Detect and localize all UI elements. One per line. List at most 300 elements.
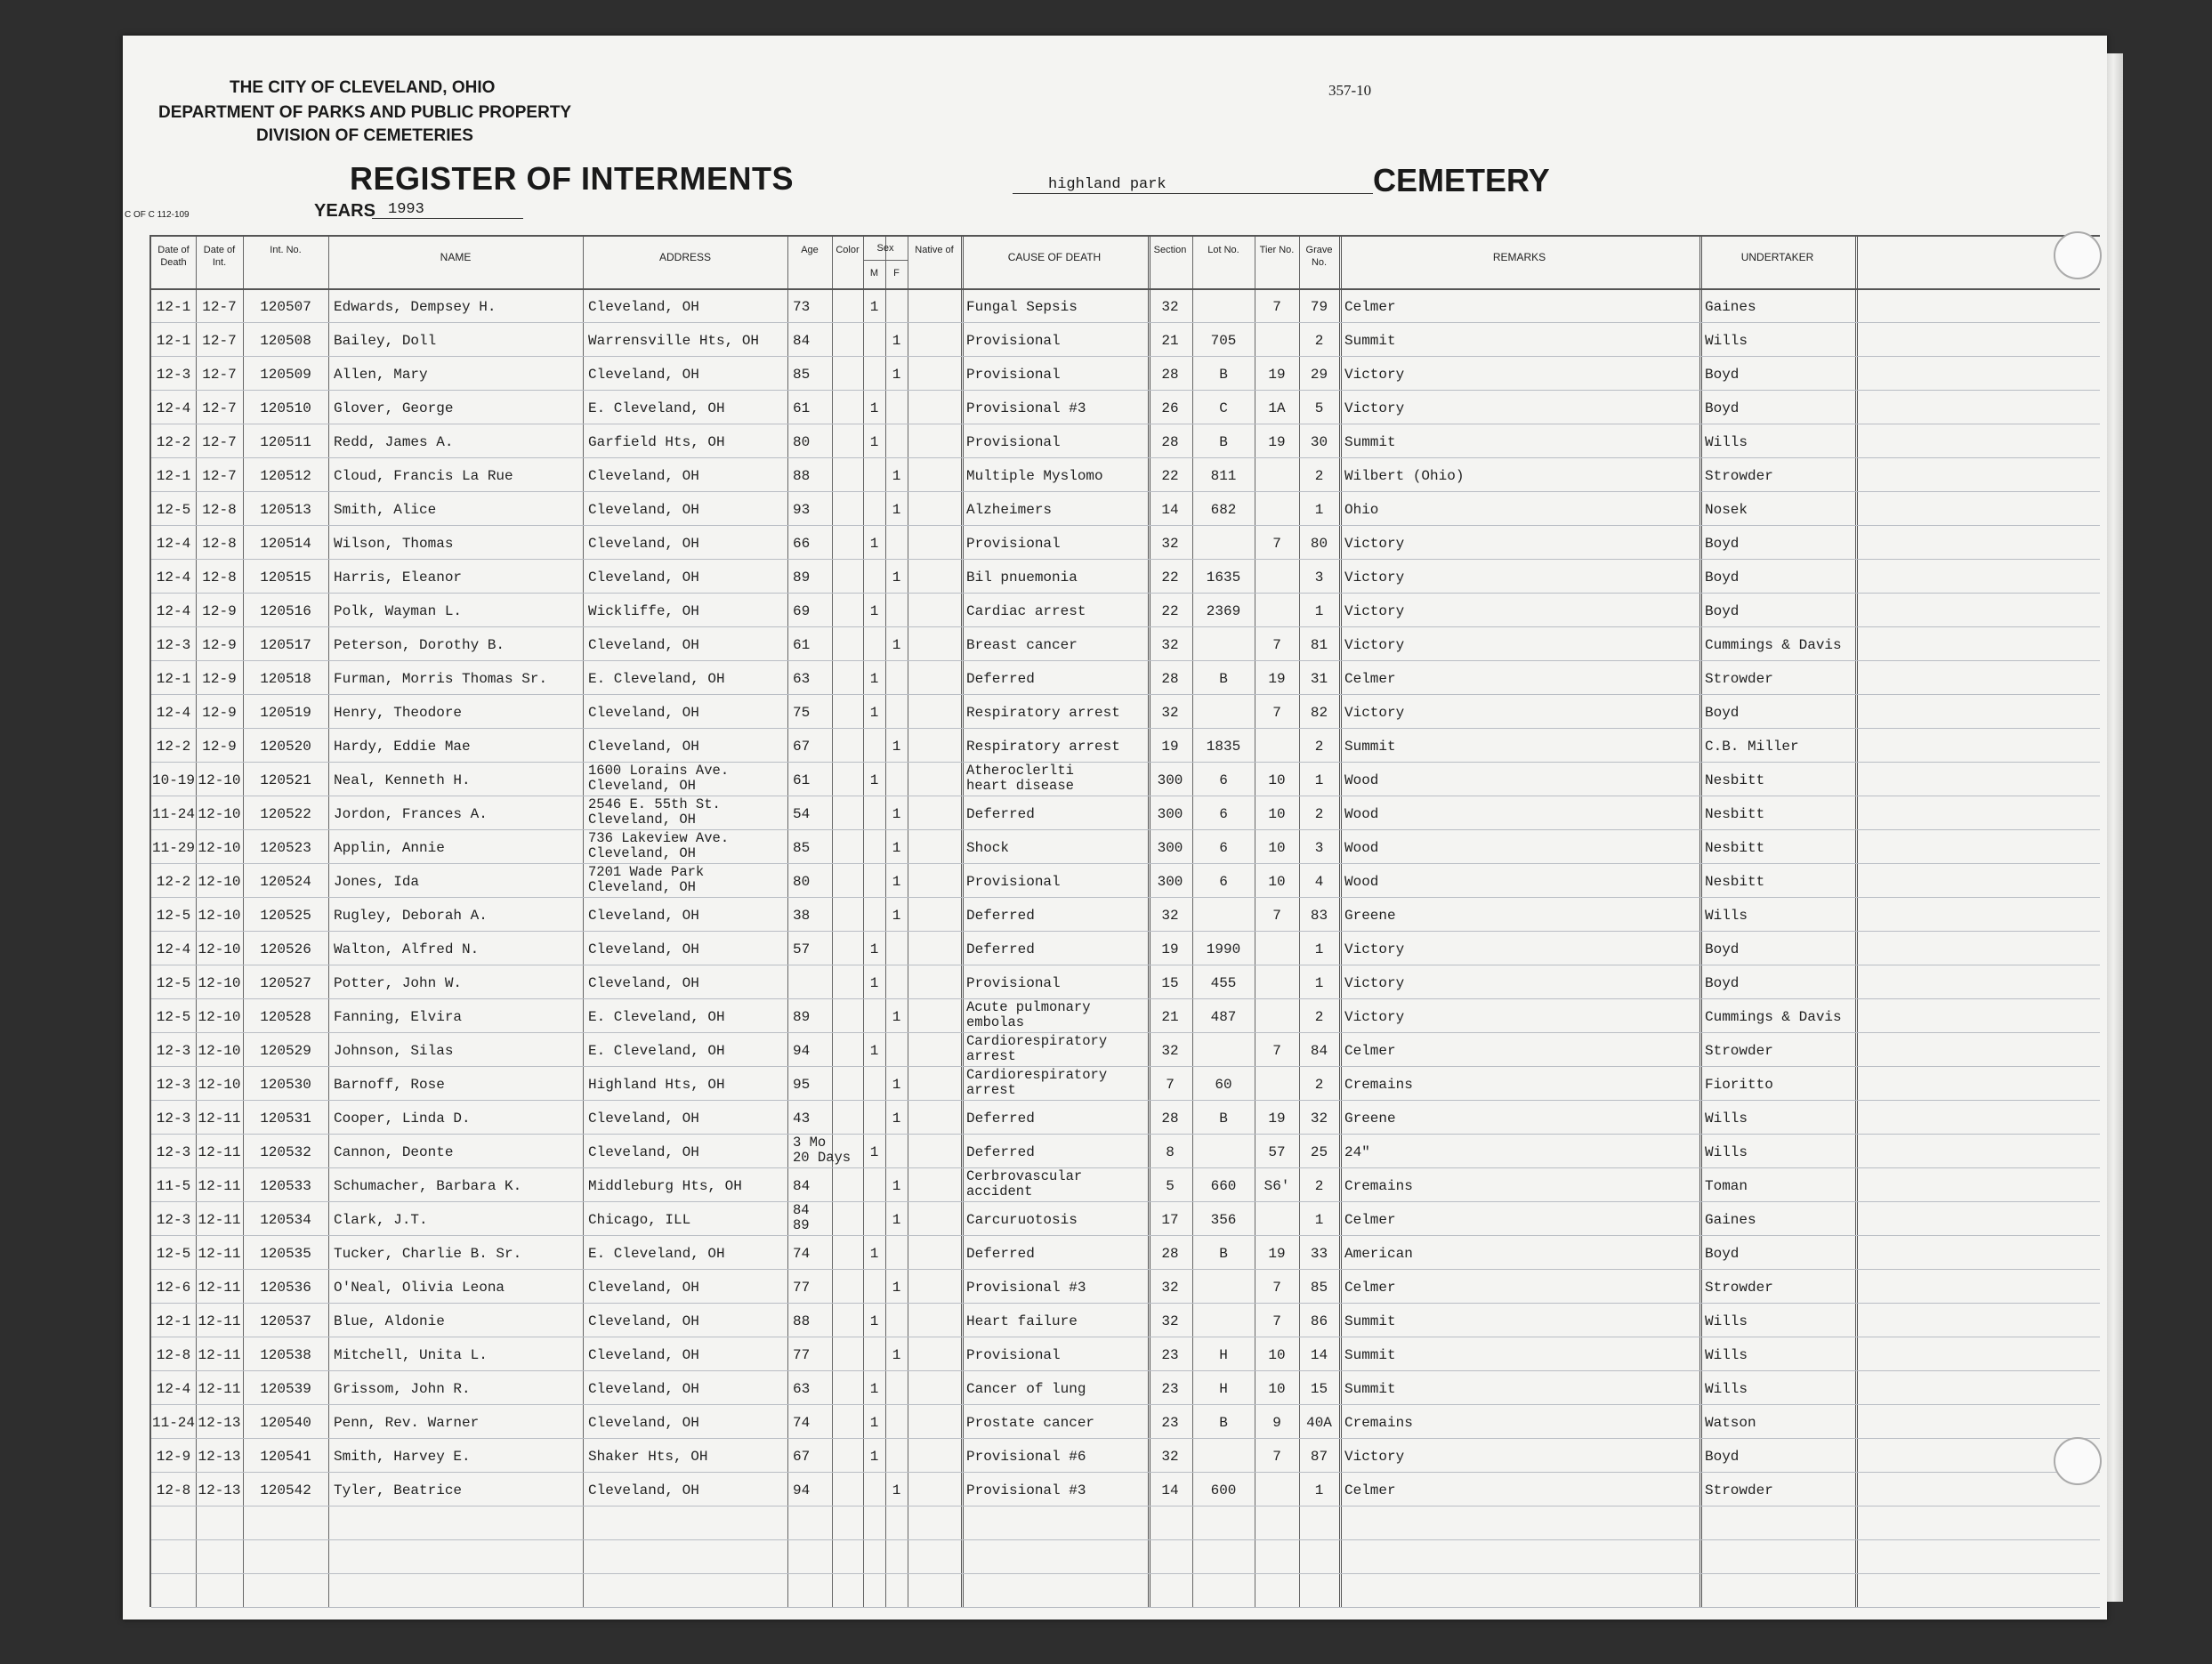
cell-tier: 7 [1272, 536, 1281, 552]
cell-addr: Cleveland, OH [588, 299, 699, 315]
cell-und: Boyd [1705, 603, 1740, 619]
row-rule [151, 863, 2100, 864]
column-header-addr: ADDRESS [658, 251, 711, 263]
cell-dd: 12-1 [156, 468, 191, 484]
sex-header-rule [863, 260, 908, 261]
cell-lot: 1635 [1206, 569, 1241, 586]
cell-m: 1 [869, 434, 879, 450]
cell-sec: 28 [1161, 434, 1179, 450]
cell-f: 1 [892, 1347, 901, 1363]
cell-grave: 83 [1310, 908, 1328, 924]
cell-di: 12-9 [202, 739, 237, 755]
cell-tier: 19 [1268, 434, 1286, 450]
cell-addr: Cleveland, OH [588, 941, 699, 957]
column-header-no: Int. No. [270, 245, 302, 255]
row-rule [151, 1607, 2100, 1608]
cell-age: 66 [793, 536, 811, 552]
cell-rem: Victory [1344, 400, 1405, 416]
cell-addr: Middleburg Hts, OH [588, 1178, 742, 1194]
cell-no: 120527 [260, 975, 311, 991]
row-rule [151, 1303, 2100, 1304]
cell-dd: 12-2 [156, 739, 191, 755]
cell-no: 120534 [260, 1212, 311, 1228]
cell-tier: 7 [1272, 1280, 1281, 1296]
row-rule [151, 1269, 2100, 1270]
cell-di: 12-11 [198, 1212, 241, 1228]
division-heading: DIVISION OF CEMETERIES [256, 126, 473, 145]
cell-age: 63 [793, 1381, 811, 1397]
row-rule [151, 1167, 2100, 1168]
column-rule [583, 237, 584, 1607]
cell-no: 120542 [260, 1482, 311, 1498]
cell-f: 1 [892, 502, 901, 518]
cell-grave: 2 [1314, 1178, 1324, 1194]
cell-lot: 1835 [1206, 739, 1241, 755]
cell-cause: Alzheimers [966, 502, 1053, 518]
cell-grave: 1 [1314, 502, 1324, 518]
cell-age: 77 [793, 1280, 811, 1296]
cell-addr: Garfield Hts, OH [588, 434, 725, 450]
cell-addr: Shaker Hts, OH [588, 1449, 708, 1465]
cell-dd: 11-24 [151, 806, 195, 822]
cell-addr: Cleveland, OH [588, 705, 699, 721]
cell-addr: Cleveland, OH [588, 908, 699, 924]
cell-rem: Celmer [1344, 671, 1396, 687]
cell-und: Strowder [1705, 1280, 1773, 1296]
cell-no: 120539 [260, 1381, 311, 1397]
cell-cause: Shock [966, 840, 1010, 856]
cell-f: 1 [892, 1111, 901, 1127]
cell-tier: 10 [1268, 1381, 1286, 1397]
row-rule [151, 694, 2100, 695]
cell-lot: B [1219, 1415, 1228, 1431]
cell-addr: Cleveland, OH [588, 1313, 699, 1329]
cell-und: Nesbitt [1705, 772, 1765, 788]
cell-m: 1 [869, 1144, 879, 1160]
cell-age: 80 [793, 874, 811, 890]
cell-dd: 12-4 [156, 569, 191, 586]
cell-rem: Summit [1344, 1313, 1396, 1329]
cell-name: Jones, Ida [334, 874, 420, 890]
cell-dd: 11-24 [151, 1415, 195, 1431]
cell-rem: Greene [1344, 1111, 1396, 1127]
row-rule [151, 1032, 2100, 1033]
cell-rem: Summit [1344, 739, 1396, 755]
cell-dd: 12-3 [156, 367, 191, 383]
header-rule [151, 288, 2100, 290]
cell-dd: 12-3 [156, 1111, 191, 1127]
cell-lot: 60 [1215, 1077, 1232, 1093]
cell-no: 120510 [260, 400, 311, 416]
cell-dd: 12-4 [156, 705, 191, 721]
cell-sec: 32 [1161, 1313, 1179, 1329]
cell-sec: 22 [1161, 468, 1179, 484]
cell-no: 120537 [260, 1313, 311, 1329]
cell-und: Boyd [1705, 705, 1740, 721]
column-header-native: Native of [915, 245, 954, 255]
cell-age: 69 [793, 603, 811, 619]
cell-grave: 79 [1310, 299, 1328, 315]
column-rule [328, 237, 329, 1607]
cell-cause: Provisional #3 [966, 400, 1086, 416]
column-header-dd: Date of Death [157, 245, 190, 268]
cell-addr: 2546 E. 55th St. Cleveland, OH [588, 796, 721, 828]
cell-sec: 32 [1161, 299, 1179, 315]
cell-grave: 2 [1314, 333, 1324, 349]
cell-grave: 85 [1310, 1280, 1328, 1296]
cell-grave: 25 [1310, 1144, 1328, 1160]
cell-name: Potter, John W. [334, 975, 463, 991]
cell-und: Wills [1705, 434, 1748, 450]
row-rule [151, 931, 2100, 932]
cell-und: Boyd [1705, 400, 1740, 416]
cell-m: 1 [869, 1381, 879, 1397]
cell-rem: Victory [1344, 1449, 1405, 1465]
cell-dd: 12-5 [156, 502, 191, 518]
cell-dd: 12-5 [156, 1246, 191, 1262]
cell-age: 67 [793, 1449, 811, 1465]
years-label: YEARS [314, 201, 375, 221]
cell-tier: 7 [1272, 1043, 1281, 1059]
cell-tier: 10 [1268, 840, 1286, 856]
cell-addr: E. Cleveland, OH [588, 1246, 725, 1262]
cell-sec: 23 [1161, 1347, 1179, 1363]
cell-grave: 33 [1310, 1246, 1328, 1262]
cell-cause: Heart failure [966, 1313, 1078, 1329]
cell-dd: 11-29 [151, 840, 195, 856]
cell-di: 12-8 [202, 569, 237, 586]
cell-tier: 7 [1272, 637, 1281, 653]
column-header-f: F [893, 268, 900, 279]
cell-no: 120524 [260, 874, 311, 890]
cell-rem: Victory [1344, 975, 1405, 991]
cell-age: 74 [793, 1415, 811, 1431]
cell-rem: Celmer [1344, 1212, 1396, 1228]
cell-name: Bailey, Doll [334, 333, 437, 349]
cell-di: 12-10 [198, 1043, 241, 1059]
cell-und: Gaines [1705, 299, 1756, 315]
cell-cause: Cardiorespiratory arrest [966, 1067, 1108, 1098]
cell-cause: Provisional #3 [966, 1482, 1086, 1498]
cell-rem: Cremains [1344, 1077, 1413, 1093]
cell-und: Nesbitt [1705, 840, 1765, 856]
cell-sec: 28 [1161, 671, 1179, 687]
cell-di: 12-10 [198, 941, 241, 957]
cell-f: 1 [892, 1077, 901, 1093]
cell-cause: Fungal Sepsis [966, 299, 1078, 315]
cell-addr: Cleveland, OH [588, 1381, 699, 1397]
cell-no: 120536 [260, 1280, 311, 1296]
cell-addr: Cleveland, OH [588, 468, 699, 484]
cell-m: 1 [869, 705, 879, 721]
cell-dd: 12-5 [156, 908, 191, 924]
cell-f: 1 [892, 739, 901, 755]
cell-no: 120526 [260, 941, 311, 957]
cell-name: Redd, James A. [334, 434, 454, 450]
cell-und: Wills [1705, 908, 1748, 924]
cell-di: 12-9 [202, 603, 237, 619]
cell-name: Jordon, Frances A. [334, 806, 488, 822]
cell-cause: Prostate cancer [966, 1415, 1095, 1431]
cell-grave: 84 [1310, 1043, 1328, 1059]
cell-addr: Chicago, ILL [588, 1212, 691, 1228]
cell-lot: 682 [1210, 502, 1237, 518]
cell-und: Fioritto [1705, 1077, 1773, 1093]
cell-cause: Provisional [966, 333, 1061, 349]
cell-tier: 10 [1268, 874, 1286, 890]
cell-age: 61 [793, 772, 811, 788]
cell-und: Wills [1705, 1111, 1748, 1127]
cell-sec: 32 [1161, 1043, 1179, 1059]
cell-age: 67 [793, 739, 811, 755]
form-number: C OF C 112-109 [125, 210, 190, 220]
cell-grave: 14 [1310, 1347, 1328, 1363]
cell-di: 12-11 [198, 1313, 241, 1329]
cell-name: Peterson, Dorothy B. [334, 637, 505, 653]
cell-no: 120540 [260, 1415, 311, 1431]
cell-di: 12-11 [198, 1381, 241, 1397]
cell-addr: E. Cleveland, OH [588, 400, 725, 416]
cell-addr: Cleveland, OH [588, 637, 699, 653]
cell-rem: Victory [1344, 536, 1405, 552]
column-header-sex: Sex [876, 243, 894, 254]
cell-rem: Victory [1344, 569, 1405, 586]
cell-dd: 12-5 [156, 1009, 191, 1025]
cell-dd: 11-5 [156, 1178, 191, 1194]
cell-grave: 3 [1314, 840, 1324, 856]
row-rule [151, 660, 2100, 661]
cell-und: Boyd [1705, 1449, 1740, 1465]
cell-dd: 12-9 [156, 1449, 191, 1465]
cell-dd: 12-1 [156, 333, 191, 349]
cell-lot: 1990 [1206, 941, 1241, 957]
cell-di: 12-10 [198, 840, 241, 856]
cell-sec: 22 [1161, 569, 1179, 586]
cell-age: 89 [793, 569, 811, 586]
column-header-sec: Section [1153, 245, 1187, 255]
cell-di: 12-11 [198, 1111, 241, 1127]
cell-f: 1 [892, 333, 901, 349]
cell-f: 1 [892, 1280, 901, 1296]
cell-no: 120519 [260, 705, 311, 721]
cell-addr: Cleveland, OH [588, 502, 699, 518]
cell-rem: Victory [1344, 367, 1405, 383]
cell-sec: 32 [1161, 536, 1179, 552]
stacked-pages-edge [2107, 53, 2123, 1602]
cell-sec: 5 [1166, 1178, 1175, 1194]
cell-cause: Carcuruotosis [966, 1212, 1078, 1228]
cell-di: 12-7 [202, 468, 237, 484]
cell-no: 120516 [260, 603, 311, 619]
cell-addr: Cleveland, OH [588, 1280, 699, 1296]
cell-f: 1 [892, 840, 901, 856]
cell-dd: 12-6 [156, 1280, 191, 1296]
cell-grave: 2 [1314, 1009, 1324, 1025]
cell-lot: 6 [1219, 772, 1228, 788]
cell-tier: 7 [1272, 1313, 1281, 1329]
cell-name: Fanning, Elvira [334, 1009, 463, 1025]
cell-cause: Multiple Myslomo [966, 468, 1103, 484]
cell-no: 120538 [260, 1347, 311, 1363]
cell-und: Cummings & Davis [1705, 637, 1842, 653]
cell-rem: American [1344, 1246, 1413, 1262]
cell-dd: 12-5 [156, 975, 191, 991]
cell-cause: Provisional [966, 874, 1061, 890]
cell-cause: Provisional [966, 975, 1061, 991]
cell-und: Wills [1705, 1313, 1748, 1329]
cell-grave: 1 [1314, 941, 1324, 957]
cell-no: 120522 [260, 806, 311, 822]
cell-name: Glover, George [334, 400, 454, 416]
cell-und: Nesbitt [1705, 874, 1765, 890]
row-rule [151, 762, 2100, 763]
cell-cause: Acute pulmonary embolas [966, 999, 1091, 1030]
cell-no: 120518 [260, 671, 311, 687]
column-header-name: NAME [440, 251, 472, 263]
cell-cause: Provisional [966, 536, 1061, 552]
cell-sec: 26 [1161, 400, 1179, 416]
column-header-cause: CAUSE OF DEATH [1007, 251, 1102, 263]
cell-name: Clark, J.T. [334, 1212, 428, 1228]
cell-age: 94 [793, 1043, 811, 1059]
cell-dd: 12-1 [156, 1313, 191, 1329]
cell-m: 1 [869, 1415, 879, 1431]
cell-addr: Highland Hts, OH [588, 1077, 725, 1093]
cell-cause: Deferred [966, 1144, 1035, 1160]
cell-sec: 14 [1161, 502, 1179, 518]
cell-age: 77 [793, 1347, 811, 1363]
row-rule [151, 1438, 2100, 1439]
cell-no: 120525 [260, 908, 311, 924]
cell-tier: 57 [1268, 1144, 1286, 1160]
cell-sec: 21 [1161, 333, 1179, 349]
cell-name: O'Neal, Olivia Leona [334, 1280, 505, 1296]
cell-rem: Victory [1344, 941, 1405, 957]
row-rule [151, 1235, 2100, 1236]
cell-rem: Victory [1344, 1009, 1405, 1025]
cell-tier: 1A [1268, 400, 1286, 416]
cell-grave: 81 [1310, 637, 1328, 653]
cell-und: Nosek [1705, 502, 1748, 518]
cell-tier: 7 [1272, 1449, 1281, 1465]
cell-tier: 19 [1268, 1246, 1286, 1262]
cell-rem: Victory [1344, 637, 1405, 653]
cell-di: 12-7 [202, 434, 237, 450]
cell-und: C.B. Miller [1705, 739, 1799, 755]
cell-f: 1 [892, 367, 901, 383]
cemetery-name-field: highland park [1013, 176, 1373, 194]
row-rule [151, 491, 2100, 492]
row-rule [151, 1134, 2100, 1135]
cell-grave: 31 [1310, 671, 1328, 687]
cell-name: Allen, Mary [334, 367, 428, 383]
cell-di: 12-8 [202, 502, 237, 518]
cell-name: Hardy, Eddie Mae [334, 739, 471, 755]
cell-lot: H [1219, 1347, 1228, 1363]
cell-m: 1 [869, 536, 879, 552]
row-rule [151, 1539, 2100, 1540]
column-rule [1699, 237, 1702, 1607]
cell-dd: 12-3 [156, 1144, 191, 1160]
cell-sec: 21 [1161, 1009, 1179, 1025]
cell-lot: 356 [1210, 1212, 1237, 1228]
cell-rem: Wood [1344, 874, 1379, 890]
cell-rem: Cremains [1344, 1415, 1413, 1431]
register-title: REGISTER OF INTERMENTS [350, 160, 795, 197]
cell-rem: Wood [1344, 772, 1379, 788]
cell-grave: 1 [1314, 975, 1324, 991]
cell-f: 1 [892, 874, 901, 890]
cell-rem: Greene [1344, 908, 1396, 924]
cell-addr: Cleveland, OH [588, 367, 699, 383]
cell-f: 1 [892, 1009, 901, 1025]
cell-no: 120529 [260, 1043, 311, 1059]
cell-cause: Cardiorespiratory arrest [966, 1033, 1108, 1064]
cell-und: Boyd [1705, 975, 1740, 991]
cell-f: 1 [892, 806, 901, 822]
cell-cause: Provisional #3 [966, 1280, 1086, 1296]
cell-cause: Provisional [966, 1347, 1061, 1363]
cell-no: 120528 [260, 1009, 311, 1025]
row-rule [151, 829, 2100, 830]
cell-age: 43 [793, 1111, 811, 1127]
cell-sec: 32 [1161, 637, 1179, 653]
cell-age: 94 [793, 1482, 811, 1498]
cell-rem: Celmer [1344, 1482, 1396, 1498]
cell-sec: 300 [1157, 874, 1183, 890]
cell-age: 61 [793, 637, 811, 653]
cell-di: 12-11 [198, 1347, 241, 1363]
cell-dd: 12-1 [156, 671, 191, 687]
column-header-lot: Lot No. [1207, 245, 1239, 255]
cell-age: 84 89 [793, 1202, 810, 1233]
cell-und: Nesbitt [1705, 806, 1765, 822]
cell-no: 120511 [260, 434, 311, 450]
cell-di: 12-10 [198, 1009, 241, 1025]
cell-dd: 12-2 [156, 874, 191, 890]
cell-lot: C [1219, 400, 1228, 416]
cell-grave: 2 [1314, 806, 1324, 822]
cell-sec: 22 [1161, 603, 1179, 619]
cell-name: Grissom, John R. [334, 1381, 471, 1397]
cell-dd: 12-2 [156, 434, 191, 450]
cell-sec: 7 [1166, 1077, 1175, 1093]
cell-tier: 19 [1268, 367, 1286, 383]
cell-addr: E. Cleveland, OH [588, 1043, 725, 1059]
cell-di: 12-7 [202, 299, 237, 315]
cell-di: 12-10 [198, 975, 241, 991]
cemetery-label: CEMETERY [1373, 162, 1550, 198]
cell-addr: Cleveland, OH [588, 1144, 699, 1160]
cell-cause: Provisional #6 [966, 1449, 1086, 1465]
row-rule [151, 525, 2100, 526]
cell-age: 84 [793, 1178, 811, 1194]
cell-age: 95 [793, 1077, 811, 1093]
cell-rem: Summit [1344, 1347, 1396, 1363]
cell-sec: 300 [1157, 772, 1183, 788]
years-field: 1993 [372, 201, 523, 219]
city-heading: THE CITY OF CLEVELAND, OHIO [230, 78, 496, 97]
row-rule [151, 1100, 2100, 1101]
cell-name: Smith, Harvey E. [334, 1449, 471, 1465]
cell-sec: 300 [1157, 840, 1183, 856]
cell-dd: 12-4 [156, 536, 191, 552]
cell-lot: 600 [1210, 1482, 1237, 1498]
cell-name: Furman, Morris Thomas Sr. [334, 671, 548, 687]
cell-cause: Deferred [966, 671, 1035, 687]
cell-sec: 17 [1161, 1212, 1179, 1228]
cell-und: Wills [1705, 1347, 1748, 1363]
